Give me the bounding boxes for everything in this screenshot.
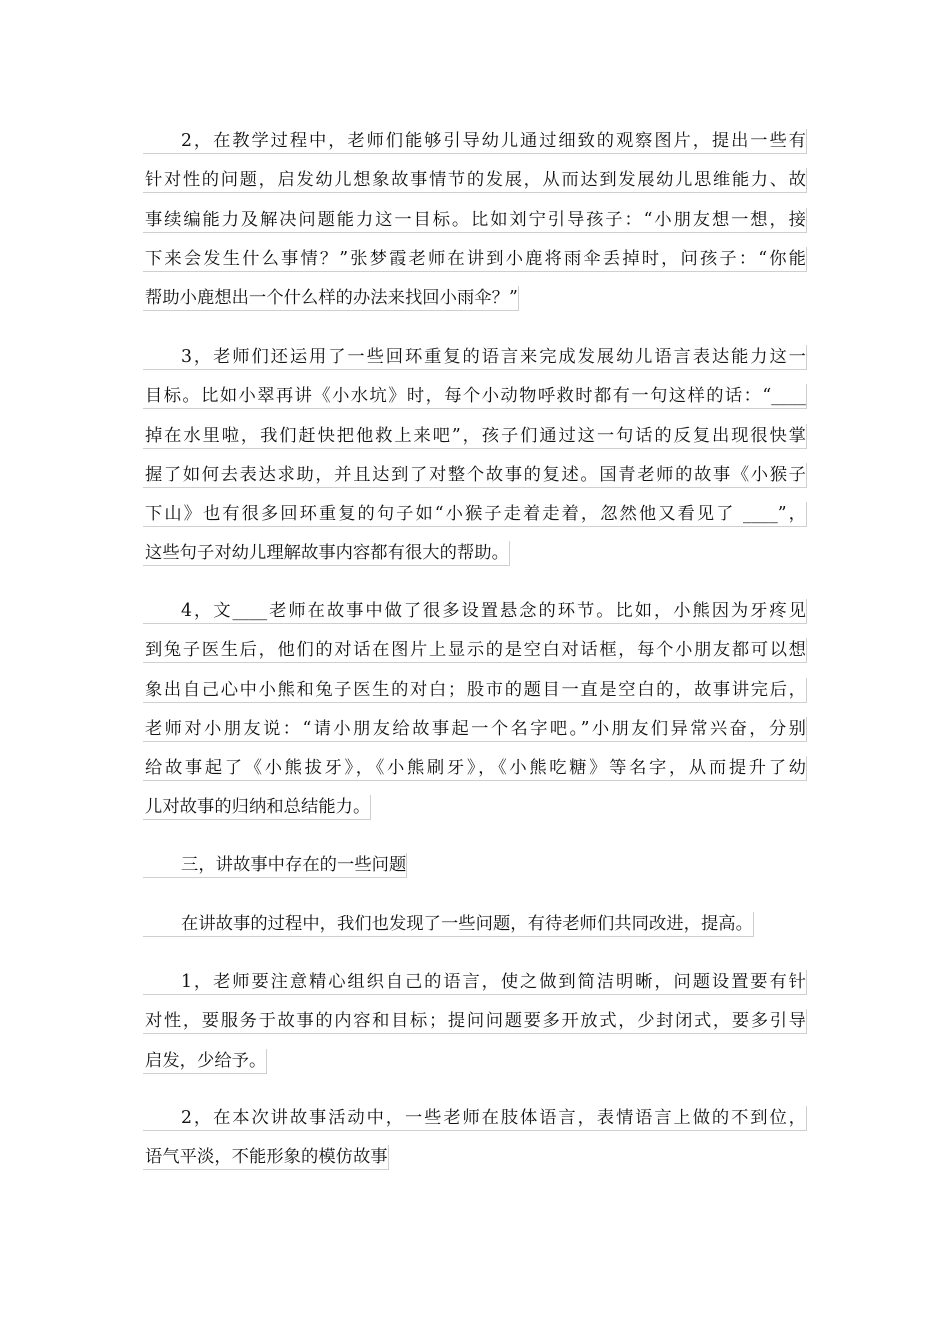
paragraph-intro-problems <box>143 910 807 949</box>
text-line <box>143 1047 807 1086</box>
text-line-content: 启发，少给予。 <box>143 1049 267 1074</box>
paragraph-point-3 <box>143 343 807 579</box>
text-line <box>143 754 807 793</box>
paragraph-problem-2 <box>143 1104 807 1183</box>
text-line-content: 对性，要服务于故事的内容和目标；提问问题要多开放式，少封闭式，要多引导 <box>143 1009 807 1034</box>
text-line-content: 给故事起了《小熊拔牙》，《小熊刷牙》，《小熊吃糖》等名字，从而提升了幼 <box>143 756 807 781</box>
text-line-content: 事续编能力及解决问题能力这一目标。比如刘宁引导孩子：“小朋友想一想，接 <box>143 208 807 233</box>
text-line <box>143 206 807 245</box>
text-line <box>143 968 807 1007</box>
text-line-content: 针对性的问题，启发幼儿想象故事情节的发展，从而达到发展幼儿思维能力、故 <box>143 168 807 193</box>
text-line <box>143 343 807 382</box>
text-line-content: 帮助小鹿想出一个什么样的办法来找回小雨伞？” <box>143 286 519 311</box>
text-line-content: 掉在水里啦，我们赶快把他救上来吧”，孩子们通过这一句话的反复出现很快掌 <box>143 424 807 449</box>
paragraph-point-4 <box>143 597 807 833</box>
text-line <box>143 166 807 205</box>
text-line <box>143 461 807 500</box>
text-line <box>143 127 807 166</box>
text-line-content: 1，老师要注意精心组织自己的语言，使之做到简洁明晰，问题设置要有针 <box>143 970 807 995</box>
text-line <box>143 245 807 284</box>
text-line <box>143 851 807 890</box>
text-line-content: 握了如何去表达求助，并且达到了对整个故事的复述。国青老师的故事《小猴子 <box>143 463 807 488</box>
text-line <box>143 382 807 421</box>
text-line <box>143 793 807 832</box>
text-line-content: 在讲故事的过程中，我们也发现了一些问题，有待老师们共同改进，提高。 <box>143 912 754 937</box>
text-line <box>143 1104 807 1143</box>
text-line <box>143 1143 807 1182</box>
text-line-content: 2，在本次讲故事活动中，一些老师在肢体语言，表情语言上做的不到位， <box>143 1106 807 1131</box>
text-line <box>143 539 807 578</box>
text-line <box>143 1007 807 1046</box>
text-line-content: 到兔子医生后，他们的对话在图片上显示的是空白对话框，每个小朋友都可以想 <box>143 638 807 663</box>
text-line-content: 老师对小朋友说：“请小朋友给故事起一个名字吧。”小朋友们异常兴奋，分别 <box>143 717 807 742</box>
text-line-content: 3，老师们还运用了一些回环重复的语言来完成发展幼儿语言表达能力这一 <box>143 345 807 370</box>
text-line <box>143 284 807 323</box>
section-heading-3 <box>143 851 807 890</box>
text-line-content: 下来会发生什么事情？”张梦霞老师在讲到小鹿将雨伞丢掉时，问孩子：“你能 <box>143 247 807 272</box>
text-line <box>143 422 807 461</box>
text-line <box>143 500 807 539</box>
text-line-content: 下山》也有很多回环重复的句子如“小猴子走着走着，忽然他又看见了 ____”， <box>143 502 807 527</box>
text-line-content: 语气平淡，不能形象的模仿故事 <box>143 1145 389 1170</box>
text-line <box>143 910 807 949</box>
paragraph-problem-1 <box>143 968 807 1086</box>
text-line-content: 目标。比如小翠再讲《小水坑》时，每个小动物呼救时都有一句这样的话：“____ <box>143 384 807 409</box>
text-line-content: 4，文____老师在故事中做了很多设置悬念的环节。比如，小熊因为牙疼见 <box>143 599 807 624</box>
text-line-content: 这些句子对幼儿理解故事内容都有很大的帮助。 <box>143 541 510 566</box>
text-line-content: 象出自己心中小熊和兔子医生的对白；股市的题目一直是空白的，故事讲完后， <box>143 678 807 703</box>
text-line <box>143 597 807 636</box>
text-line-content: 儿对故事的归纳和总结能力。 <box>143 795 371 820</box>
text-line <box>143 636 807 675</box>
paragraph-point-2 <box>143 127 807 323</box>
text-line <box>143 715 807 754</box>
text-line-content: 三，讲故事中存在的一些问题 <box>143 853 407 878</box>
text-line <box>143 676 807 715</box>
text-line-content: 2，在教学过程中，老师们能够引导幼儿通过细致的观察图片，提出一些有 <box>143 129 807 154</box>
